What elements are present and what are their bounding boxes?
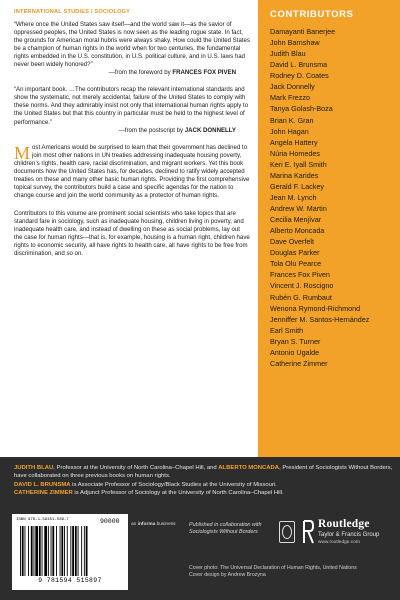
contributor-name: Brian K. Gran: [270, 115, 314, 125]
barcode-bar: [48, 526, 49, 576]
description-text: ost Americans would be surprised to learn that their government has declined to join most other nations in UN treaties addressing inadequate housing poverty, children’s rights, health care, racial discrimination, and migrant workers. Yet this book documents how the United States has, for decades, declined to ratify widely accepted treaties on these and many other basic human rights. Providing the first comprehensive topical survey, the contributors build a case and specific agendas for the nation to change course and join the world community as a protector of human rights.: [14, 143, 250, 199]
description-paragraph: [14, 144, 250, 200]
bio-text: , President of Sociologists Without Borders, have collaborated on three previous books on human rights.: [14, 465, 393, 480]
contributor-name: Bryan S. Turner: [270, 336, 321, 346]
barcode-bar: [75, 526, 77, 576]
barcode-bar: [39, 526, 41, 576]
barcode-bar: [20, 526, 21, 576]
bio-text: is Associate Professor of Sociology/Black Studies at the University of Missouri.: [70, 481, 277, 488]
barcode-bar: [51, 526, 52, 576]
postscript-author: JACK DONNELLY: [184, 126, 236, 134]
design-credit: Cover design by Andrew Brozyna: [189, 572, 266, 579]
contributor-name: Keri E. Iyall Smith: [270, 159, 327, 169]
bio-name: JUDITH BLAU: [14, 465, 54, 471]
contributor-name: Rubén G. Rumbaut: [270, 292, 332, 302]
contributor-name: Douglas Parker: [270, 248, 320, 258]
barcode-bar: [52, 526, 54, 576]
barcode-bar: [42, 526, 43, 576]
contributor-name: Earl Smith: [270, 325, 304, 335]
informa-prefix: an: [131, 522, 138, 527]
barcode-bar: [60, 526, 61, 576]
informa-suffix: business: [155, 522, 176, 527]
bio-name: DAVID L. BRUNSMA: [14, 481, 71, 488]
contributor-name: Wenona Rymond-Richmond: [270, 303, 361, 313]
barcode-bar: [22, 526, 24, 576]
barcode-bar: [72, 526, 74, 576]
contributor-name: Tola Olu Pearce: [270, 259, 322, 269]
contributor-name: Jack Donnelly: [270, 82, 315, 92]
barcode-bar: [70, 526, 71, 576]
barcode-bar: [78, 526, 79, 576]
isbn-barcode: [12, 514, 128, 590]
contributor-name: Frances Fox Piven: [270, 270, 330, 280]
contributor-name: Andrew W. Martin: [270, 204, 327, 213]
contributors-panel: [258, 0, 400, 457]
price-code: 90000: [100, 518, 120, 525]
contributor-name: Mark Frezzo: [270, 93, 310, 103]
bio-zimmer: [14, 489, 394, 497]
contributor-name: Dave Overfelt: [270, 237, 314, 247]
informa-business: [131, 522, 176, 527]
blurb-column: [0, 0, 258, 457]
contributors-list: [270, 26, 394, 369]
barcode-bar: [67, 526, 68, 576]
contributor-name: Marina Karides: [270, 170, 319, 180]
logo-ring-icon: [282, 525, 292, 539]
contributor-name: Núria Homedes: [270, 148, 320, 158]
bottom-band: [0, 457, 400, 600]
foreword-attribution-prefix: —from the foreword by: [108, 69, 173, 77]
bio-brunsma: [14, 481, 394, 489]
barcode-bar: [86, 526, 88, 576]
cover-credits: [189, 565, 357, 580]
bio-blau-moncada: [14, 464, 394, 481]
contributor-name: Cecilia Menjívar: [270, 215, 322, 225]
barcode-bar: [84, 526, 85, 576]
contributor-name: Tanya Golash-Boza: [270, 104, 333, 114]
barcode-number: 9 781594 515897: [38, 577, 102, 584]
contributor-name: Antonio Ugalde: [270, 347, 320, 357]
contributor-name: Gerald F. Lackey: [270, 181, 324, 191]
subject-kicker: INTERNATIONAL STUDIES / SOCIOLOGY: [14, 9, 131, 15]
contributors-heading: CONTRIBUTORS: [270, 9, 354, 20]
contributor-name: Vincent J. Roscigno: [270, 281, 334, 291]
bio-name: ALBERTO MONCADA: [218, 465, 280, 471]
barcode-bar: [64, 526, 65, 576]
contributor-name: Angela Hattery: [270, 137, 318, 147]
bio-text: , Professor at the University of North Carolina–Chapel Hill, and: [53, 465, 219, 471]
contributor-name: Rodney D. Coates: [270, 71, 329, 81]
contributor-name: Jenniffer M. Santos-Hernández: [270, 314, 370, 324]
barcode-bar: [61, 526, 63, 576]
foreword-quote: “Where once the United States saw itself—and the world saw it—as the savior of oppressed peoples, the United States is now seen as the leading rogue state. In fact, the grounds for American moral hubris were always shaky. How could the United States be a champion of human rights in the world when for two centuries, the fundamental rights embedded in the U.S. constitution, in U.S. political culture, and in U.S. laws had never been widely honored?”: [14, 21, 250, 69]
barcode-bar: [44, 526, 47, 576]
editor-bios: [14, 464, 394, 497]
contributor-name: Judith Blau: [270, 49, 306, 59]
postscript-attribution-prefix: —from the postscript by: [118, 126, 185, 134]
bio-name: CATHERINE ZIMMER: [14, 489, 73, 496]
postscript-attribution: [14, 127, 250, 135]
barcode-bars: [20, 526, 120, 576]
contributor-name: Alberto Moncada: [270, 226, 325, 236]
barcode-bar: [31, 526, 33, 576]
barcode-bar: [25, 526, 26, 576]
publisher-url[interactable]: www.routledge.com: [318, 540, 360, 545]
drop-cap: M: [14, 142, 31, 163]
collaboration-note: Published in collaboration with Sociologists Without Borders: [189, 522, 262, 536]
foreword-attribution: [14, 69, 250, 77]
barcode-bar: [35, 526, 38, 576]
routledge-logo-icon: [301, 519, 315, 545]
contributor-name: Jean M. Lynch: [270, 192, 317, 202]
contributor-name: John Hagan: [270, 126, 309, 136]
barcode-bar: [56, 526, 57, 576]
sociologists-without-borders-logo: [279, 521, 295, 543]
contributor-name: Damayanti Banerjee: [270, 27, 336, 36]
foreword-author: FRANCES FOX PIVEN: [172, 69, 236, 77]
isbn-text: ISBN 978-1-59451-589-7: [16, 518, 69, 522]
postscript-quote: “An important book. …The contributors recap the relevant international standards and show the systematic, not merely accidental, failure of the United States to comply with these norms. And they admirably insist not only that international human rights apply to the United States but that this country in particular must be held to the highest level of performance.”: [14, 86, 249, 126]
contributor-name: John Barnshaw: [270, 38, 320, 48]
photo-credit: Cover photo: The Universal Declaration of Human Rights, United Nations: [189, 565, 357, 571]
bio-text: is Adjunct Professor of Sociology at the University of North Carolina–Chapel Hill.: [72, 489, 284, 496]
barcode-bar: [34, 526, 35, 576]
publisher-group: Taylor & Francis Group: [318, 532, 380, 538]
informa-word: informa: [137, 522, 156, 527]
contributor-name: David L. Brunsma: [270, 60, 328, 70]
barcode-bar: [28, 526, 29, 576]
publisher-name: Routledge: [318, 518, 370, 530]
contributors-paragraph: Contributors to this volume are prominent social scientists who take topics that are standard fare in sociology, such as inadequate housing, children living in poverty, and inadequate health care, and instead of dwelling on these as social problems, lay out the case for human rights—that is, for example, housing is a human right, children have rights to economic security, all have rights to health care, all have rights to be free from discrimination, and so on.: [14, 209, 250, 258]
contributor-name: Catherine Zimmer: [270, 358, 328, 368]
barcode-bar: [81, 526, 82, 576]
